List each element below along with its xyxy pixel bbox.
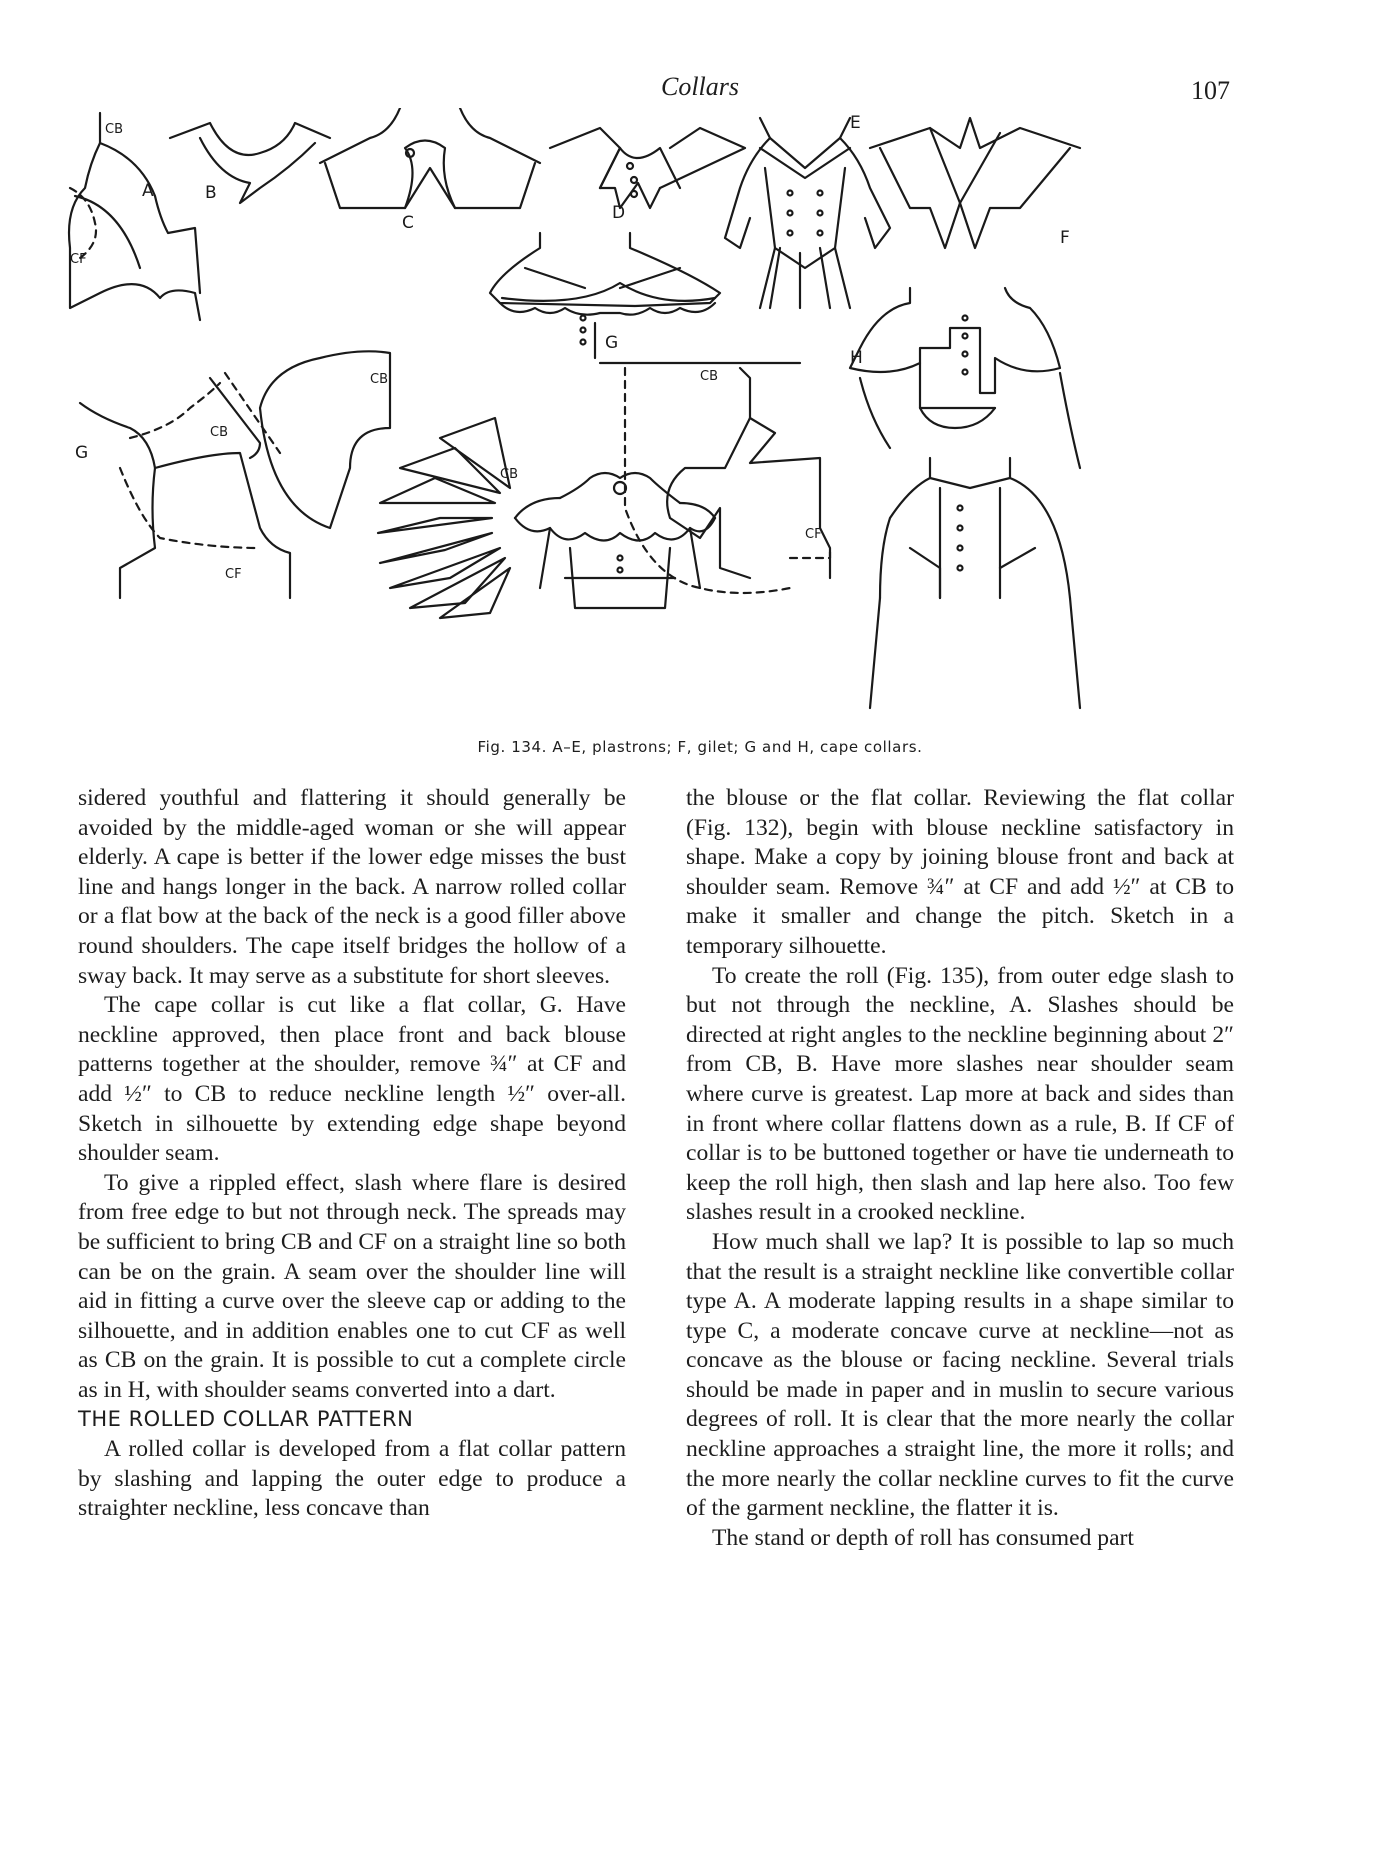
label-f: F [1060, 228, 1070, 248]
label-h: H [850, 348, 863, 368]
figure-a-pattern [69, 113, 200, 320]
label-e: E [850, 113, 861, 133]
collar-diagram-svg [60, 108, 1240, 728]
figure-h-pattern [600, 363, 830, 593]
figure-e-plastron [725, 113, 890, 308]
left-paragraph-2: The cape collar is cut like a flat collar, G. Have neckline approved, then place front and back blouse patterns together at the shoulder, remove ¾″ at CF and add ½″ to CB to reduce neckline length ½″ over-all. Sketch in silhouette by extending edge shape beyond shoulder seam. [78, 992, 626, 1167]
label-a: A [142, 181, 154, 201]
page-number: 107 [1191, 76, 1230, 105]
figure-b-plastron [170, 123, 330, 203]
figure-g-upper-cape [490, 233, 720, 358]
figure-h-upper-cape [850, 288, 1080, 468]
label-cf-g: CF [225, 567, 242, 582]
label-cf-h: CF [805, 527, 822, 542]
figure-c-plastron [320, 108, 540, 233]
left-text-column [78, 784, 626, 1524]
collar-illustrations-figure [60, 108, 1240, 728]
right-text-column [686, 784, 1234, 1553]
figure-d-plastron [550, 128, 745, 223]
label-d: D [612, 203, 626, 223]
label-cf-a: CF [70, 252, 87, 267]
left-paragraph-1: sidered youthful and flattering it should generally be avoided by the middle-aged woman or she will appear elderly. A cape is better if the lower edge misses the bust line and hangs longer in the back. A narrow rolled collar or a flat bow at the back of the neck is a good filler above round shoulders. The cape itself bridges the hollow of a sway back. It may serve as a substitute for short sleeves. [78, 785, 626, 989]
label-cb-a: CB [105, 122, 123, 137]
right-paragraph-4: The stand or depth of roll has consumed part [712, 1524, 1134, 1551]
figure-circle-cape-pattern [260, 351, 518, 618]
left-paragraph-3: To give a rippled effect, slash where flare is desired from free edge to but not through neck. The spreads may be sufficient to bring CB and CF on a straight line so both can be on the grain. A seam over the shoulder line will aid in fitting a curve over the sleeve cap or adding to the silhouette, and in addition enables one to cut CF as well as CB on the grain. It is possible to cut a complete circle as in H, with shoulder seams converted into a dart. [78, 1169, 626, 1403]
right-paragraph-1: the blouse or the flat collar. Reviewing the flat collar (Fig. 132), begin with blouse neckline satisfactory in shape. Make a copy by joining blouse front and back at shoulder seam. Remove ¾″ at CF and add ½″ at CB to make it smaller and change the pitch. Sketch in a temporary silhouette. [686, 785, 1234, 959]
label-g-upper: G [605, 333, 619, 353]
label-cb-circle: CB [370, 372, 388, 387]
label-g-lower: G [75, 443, 89, 463]
running-head: Collars [660, 72, 740, 101]
label-cb-slashes: CB [500, 467, 518, 482]
figure-caption: Fig. 134. A–E, plastrons; F, gilet; G and H, cape collars. [477, 738, 923, 756]
section-heading: THE ROLLED COLLAR PATTERN [78, 1407, 414, 1432]
label-cb-g: CB [210, 425, 228, 440]
label-cb-h: CB [700, 369, 718, 384]
label-c: C [402, 213, 414, 233]
label-b: B [205, 183, 217, 203]
left-paragraph-4: A rolled collar is developed from a flat collar pattern by slashing and lapping the outer edge to produce a straighter neckline, less concave than [78, 1436, 626, 1522]
figure-scalloped-cape [515, 473, 715, 608]
right-paragraph-2: To create the roll (Fig. 135), from outer edge slash to but not through the neckline, A. Slashes should be directed at right angles to the neckline beginning about 2″ from CB, B. Have more slashes near shoulder seam where curve is greatest. Lap more at back and sides than in front where collar flattens down as a rule, B. If CF of collar is to be buttoned together or have tie underneath to keep the roll high, then slash and lap here also. Too few slashes result in a crooked neckline. [686, 962, 1234, 1226]
figure-h-lower-cape [870, 458, 1080, 708]
right-paragraph-3: How much shall we lap? It is possible to lap so much that the result is a straight neckline like convertible collar type A. A moderate lapping results in a shape similar to type C, a moderate concave curve at neckline—not as concave as the blouse or facing neckline. Several trials should be made in paper and in muslin to secure various degrees of roll. It is clear that the more nearly the collar neckline approaches a straight line, the more it rolls; and the more nearly the collar neckline curves to fit the curve of the garment neckline, the flatter it is. [686, 1228, 1234, 1522]
figure-f-gilet [870, 118, 1080, 248]
figure-g-lower-pattern [75, 373, 290, 598]
